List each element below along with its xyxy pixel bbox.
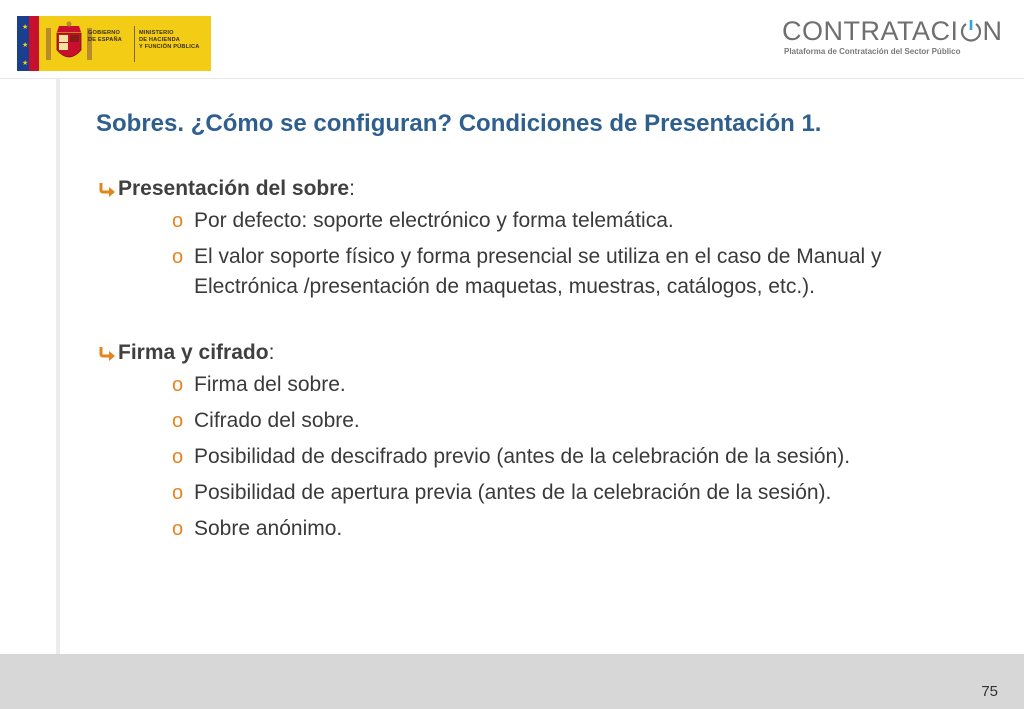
svg-text:★: ★ xyxy=(22,60,29,67)
circle-bullet-icon: o xyxy=(172,446,184,468)
section-heading-text: Presentación del sobre xyxy=(118,177,350,200)
page-number: 75 xyxy=(981,683,998,700)
section-presentacion xyxy=(96,174,976,302)
ministry-text-line: Y FUNCIÓN PÚBLICA xyxy=(139,44,200,50)
circle-bullet-icon: o xyxy=(172,518,184,540)
section-heading xyxy=(96,338,976,368)
list-item-text: Posibilidad de descifrado previo (antes de la celebración de la sesión). xyxy=(194,445,851,468)
section-firma-cifrado xyxy=(96,338,976,544)
svg-text:★: ★ xyxy=(22,24,29,31)
slide-content xyxy=(96,174,976,550)
left-vertical-rule xyxy=(56,78,60,654)
section-heading-suffix: : xyxy=(349,177,355,200)
brand-subtitle: Plataforma de Contratación del Sector Público xyxy=(784,47,961,56)
list-item xyxy=(172,406,976,436)
brand-name-end: N xyxy=(982,16,1003,46)
power-o-icon xyxy=(959,18,983,40)
circle-bullet-icon: o xyxy=(172,410,184,432)
list-item xyxy=(172,206,976,236)
list-item xyxy=(172,242,976,302)
svg-text:★: ★ xyxy=(22,42,29,49)
eu-flag-icon xyxy=(17,16,39,71)
list-item-text: Cifrado del sobre. xyxy=(194,409,360,432)
circle-bullet-icon: o xyxy=(172,210,184,232)
list-item xyxy=(172,442,976,472)
gov-text-line: DE ESPAÑA xyxy=(88,37,123,43)
brand-name xyxy=(782,16,1002,46)
footer-bar xyxy=(0,654,1024,709)
circle-bullet-icon: o xyxy=(172,374,184,396)
list-item-text: El valor soporte físico y forma presencial se utiliza en el caso de Manual y Electrónica /presentación de maquetas, muestras, catálogos, etc.). xyxy=(194,245,882,298)
ministry-text-line: DE HACIENDA xyxy=(139,37,181,43)
list-item-text: Posibilidad de apertura previa (antes de la celebración de la sesión). xyxy=(194,481,832,504)
gov-text-line: GOBIERNO xyxy=(88,30,121,36)
circle-bullet-icon: o xyxy=(172,246,184,268)
section-list xyxy=(96,370,976,544)
ministry-text-line: MINISTERIO xyxy=(139,30,174,36)
curved-arrow-icon xyxy=(98,181,118,199)
section-list xyxy=(96,206,976,302)
list-item-text: Por defecto: soporte electrónico y forma telemática. xyxy=(194,209,674,232)
section-heading-suffix: : xyxy=(268,341,275,364)
circle-bullet-icon: o xyxy=(172,482,184,504)
brand-name-start: CONTRATACI xyxy=(782,16,959,46)
slide-title: Sobres. ¿Cómo se configuran? Condiciones de Presentación 1. xyxy=(96,110,822,137)
contratacion-brand xyxy=(782,16,1002,56)
list-item xyxy=(172,514,976,544)
header xyxy=(0,0,1024,79)
section-heading-text: Firma y cifrado xyxy=(118,341,269,364)
curved-arrow-icon xyxy=(98,345,118,363)
logo-divider xyxy=(134,26,135,62)
list-item xyxy=(172,370,976,400)
list-item xyxy=(172,478,976,508)
section-heading xyxy=(96,174,976,204)
gobierno-de-espana-logo xyxy=(17,16,211,71)
list-item-text: Sobre anónimo. xyxy=(194,517,343,540)
list-item-text: Firma del sobre. xyxy=(194,373,346,396)
